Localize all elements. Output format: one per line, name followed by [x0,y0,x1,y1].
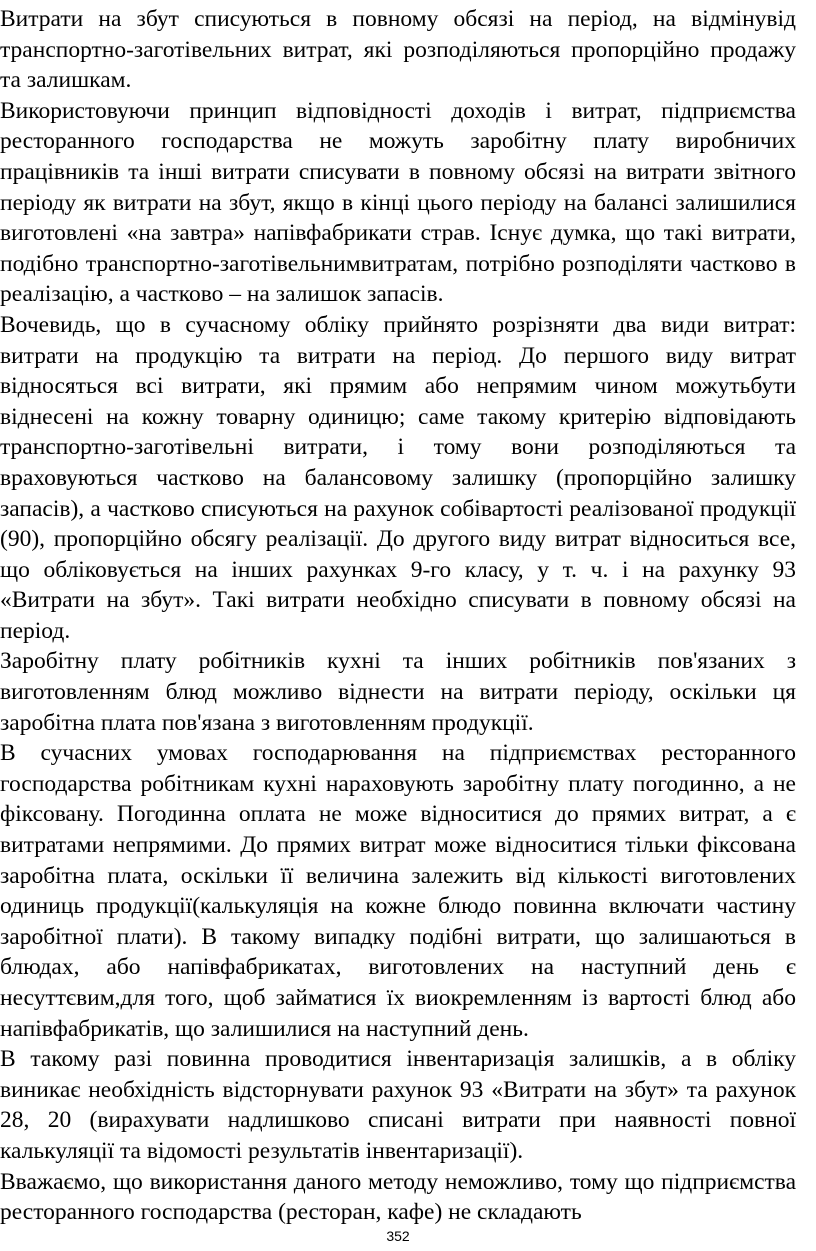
paragraph-6: В такому разі повинна проводитися інвентаризація залишків, а в обліку виникає необхідність відсторнувати рахунок 93 «Витрати на збут» та рахунок 28, 20 (вирахувати надлишково списані витрати при наявності повної калькуляції та відомості результатів інвентаризації). [0,1046,796,1164]
paragraph-2: Використовуючи принцип відповідності доходів і витрат, підприємства ресторанного господарства не можуть заробітну плату виробничих працівників та інші витрати списувати в повному обсязі на витрати звітного періоду як витрати на збут, якщо в кінці цього періоду на балансі залишилися виготовлені «на завтра» напівфабрикати страв. Існує думка, що такі витрати, подібно транспортно-заготівельнимвитратам, потрібно розподіляти частково в реалізацію, а частково – на залишок запасів. [0,97,796,308]
paragraph-3: Вочевидь, що в сучасному обліку прийнято розрізняти два види витрат: витрати на продукцію та витрати на період. До першого виду витрат відносяться всі витрати, які прямим або непрямим чином можутьбути віднесені на кожну товарну одиницю; саме такому критерію відповідають транспортно-заготівельні витрати, і тому вони розподіляються та враховуються частково на балансовому залишку (пропорційно залишку запасів), а частково списуються на рахунок собівартості реалізованої продукції (90), пропорційно обсягу реалізації. До другого виду витрат відноситься все, що обліковується на інших рахунках 9-го класу, у т. ч. і на рахунку 93 «Витрати на збут». Такі витрати необхідно списувати в повному обсязі на період. [0,311,796,644]
paragraph-5: В сучасних умовах господарювання на підприємствах ресторанного господарства робітникам кухні нараховують заробітну плату погодинно, а не фіксовану. Погодинна оплата не може відноситися до прямих витрат, а є витратами непрямими. До прямих витрат може відноситися тільки фіксована заробітна плата, оскільки її величина залежить від кількості виготовлених одиниць продукції(калькуляція на кожне блюдо повинна включати частину заробітної плати). В такому випадку подібні витрати, що залишаються в блюдах, або напівфабрикатах, виготовлених на наступний день є несуттєвим,для того, щоб займатися їх виокремленням із вартості блюд або напівфабрикатів, що залишилися на наступний день. [0,740,796,1042]
paragraph-1: Витрати на збут списуються в повному обсязі на період, на відмінувід транспортно-заготівельних витрат, які розподіляються пропорційно продажу та залишкам. [0,6,796,94]
page-number: 352 [386,1228,410,1244]
paragraph-7: Вважаємо, що використання даного методу неможливо, тому що підприємства ресторанного господарства (ресторан, кафе) не складають [0,1168,796,1226]
paragraph-4: Заробітну плату робітників кухні та інших робітників пов'язаних з виготовленням блюд можливо віднести на витрати періоду, оскільки ця заробітна плата пов'язана з виготовленням продукції. [0,648,796,736]
body-text [0,4,796,1228]
